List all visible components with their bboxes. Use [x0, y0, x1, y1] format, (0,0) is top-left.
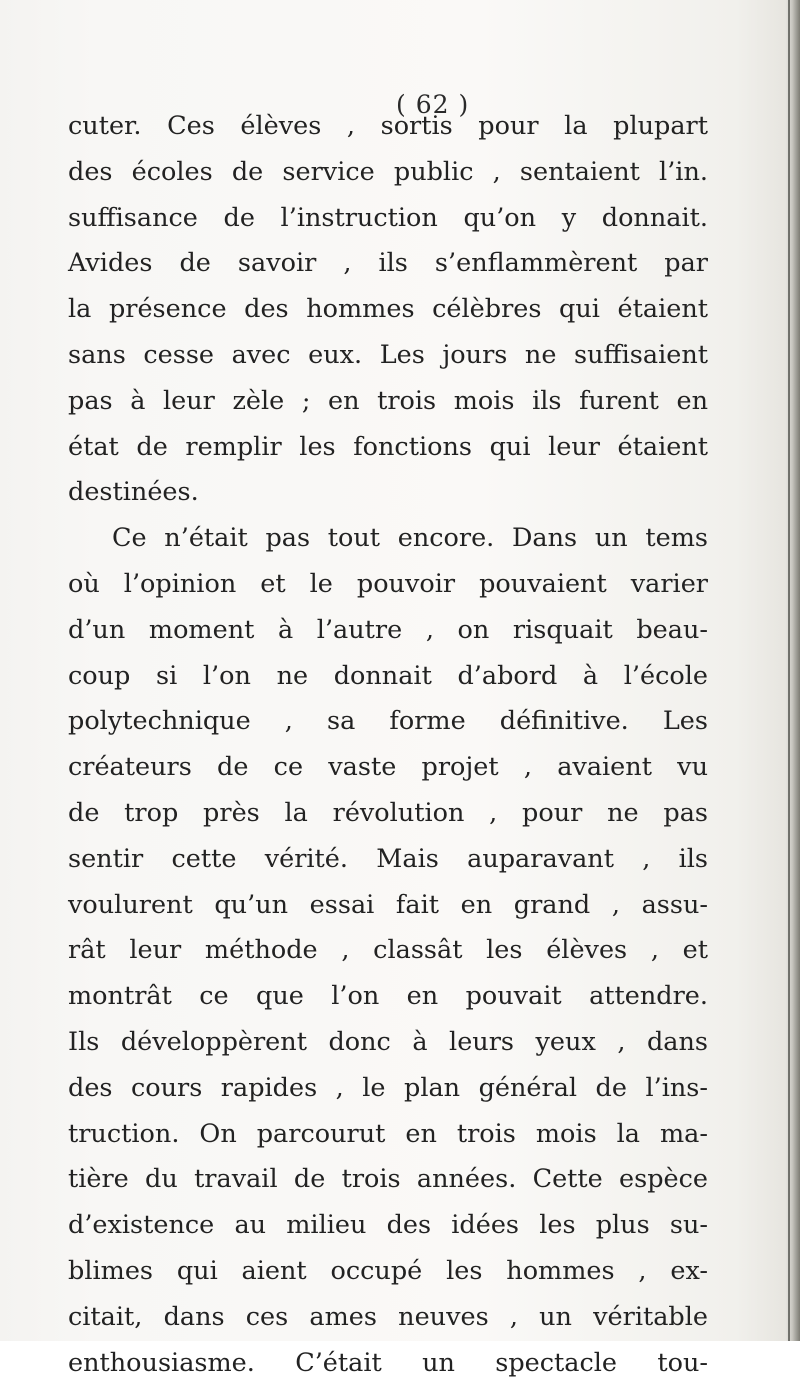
text-line: des cours rapides , le plan général de l’ins-	[68, 1072, 708, 1103]
text-line: sentir cette vérité. Mais auparavant , ils	[68, 843, 708, 874]
text-line: destinées.	[68, 477, 199, 508]
text-line: coup si l’on ne donnait d’abord à l’école	[68, 660, 708, 691]
paragraph-start-line: Ce n’était pas tout encore. Dans un tems	[112, 523, 708, 554]
text-line: la présence des hommes célèbres qui étaient	[68, 294, 708, 325]
text-line: créateurs de ce vaste projet , avaient vu	[68, 752, 708, 783]
text-line: Avides de savoir , ils s’enflammèrent par	[68, 248, 708, 279]
text-line: truction. On parcourut en trois mois la ma-	[68, 1118, 708, 1149]
text-line: sans cesse avec eux. Les jours ne suffisaient	[68, 339, 708, 370]
text-line: cuter. Ces élèves , sortis pour la plupart	[68, 111, 708, 141]
body-text	[68, 104, 708, 1386]
text-line: d’un moment à l’autre , on risquait beau-	[68, 614, 708, 645]
text-line: de trop près la révolution , pour ne pas	[68, 797, 708, 828]
text-line: blimes qui aient occupé les hommes , ex-	[68, 1255, 708, 1286]
page-edge-line	[788, 0, 790, 1341]
text-line: citait, dans ces ames neuves , un véritable	[68, 1301, 708, 1332]
text-line: pas à leur zèle ; en trois mois ils furent en	[68, 385, 708, 416]
page-number: ( 62 )	[396, 90, 470, 119]
text-line: enthousiasme. C’était un spectacle tou-	[68, 1347, 708, 1378]
text-line: montrât ce que l’on en pouvait attendre.	[68, 981, 708, 1012]
text-line: état de remplir les fonctions qui leur étaient	[68, 431, 708, 462]
text-line: tière du travail de trois années. Cette espèce	[68, 1164, 708, 1195]
text-line: suffisance de l’instruction qu’on y donnait.	[68, 202, 708, 233]
text-line: voulurent qu’un essai fait en grand , assu-	[68, 889, 708, 920]
text-line: polytechnique , sa forme définitive. Les	[68, 706, 708, 737]
text-line: Ils développèrent donc à leurs yeux , dans	[68, 1026, 708, 1057]
text-line: où l’opinion et le pouvoir pouvaient varier	[68, 568, 708, 599]
text-line: d’existence au milieu des idées les plus su-	[68, 1210, 708, 1241]
text-line: des écoles de service public , sentaient l’in.	[68, 156, 708, 187]
text-line: rât leur méthode , classât les élèves , et	[68, 935, 708, 966]
